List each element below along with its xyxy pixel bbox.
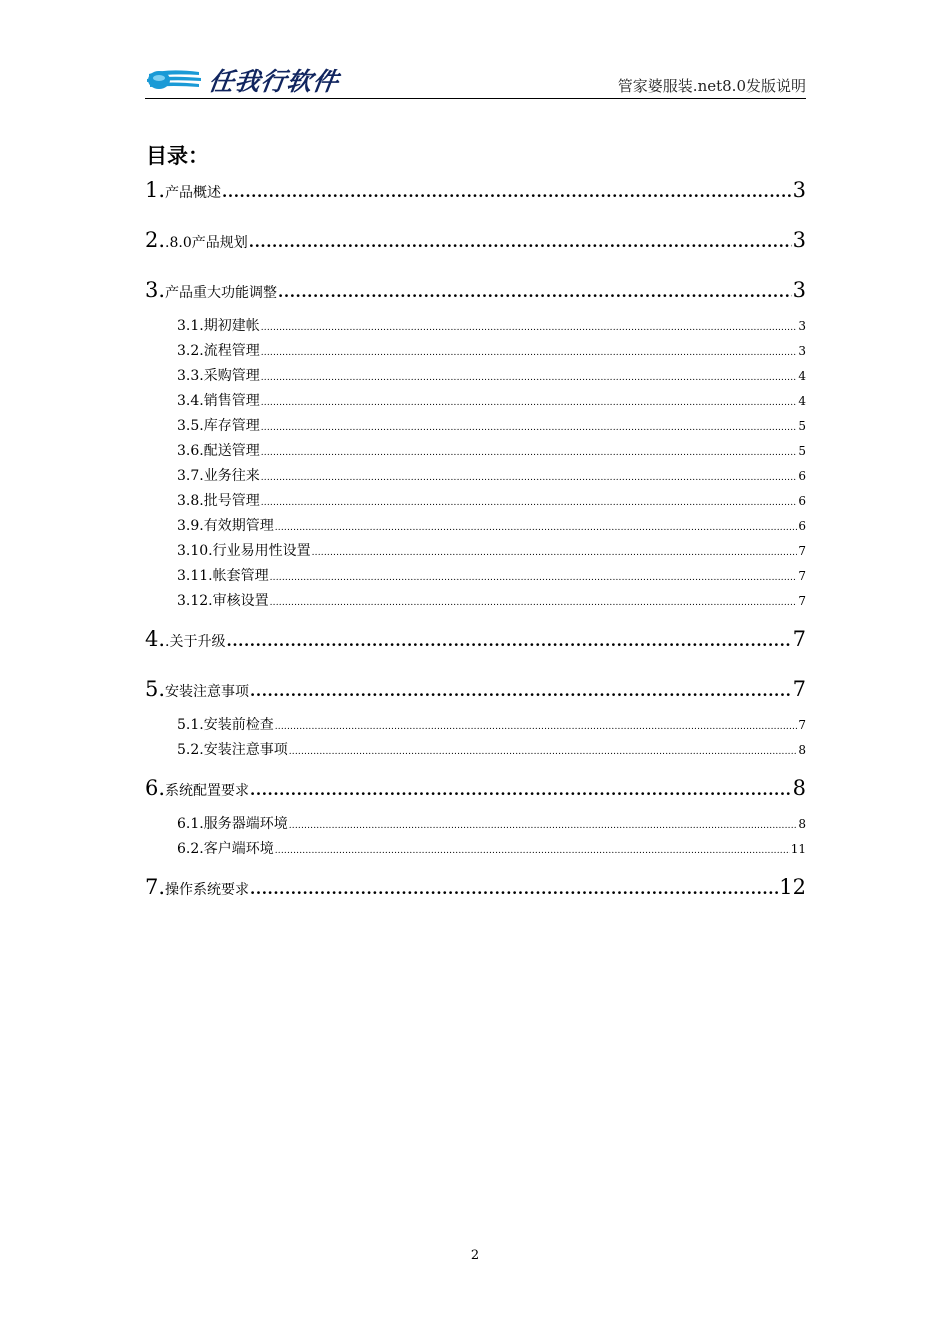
toc-page-number: 7	[798, 594, 806, 608]
toc-leader-dots	[275, 846, 790, 856]
toc-entry-title: 系统配置要求	[165, 783, 250, 799]
toc-entry-title: 帐套管理	[212, 568, 269, 584]
toc-entry-number: 5.1.	[177, 717, 204, 733]
toc-page-number: 6	[798, 494, 806, 508]
toc-subentry[interactable]	[177, 565, 806, 585]
toc-entry-title: 期初建帐	[203, 318, 260, 334]
toc-entry-number: 5.2.	[177, 742, 204, 758]
toc-page-number: 3	[792, 278, 806, 302]
toc-leader-dots	[250, 781, 792, 799]
toc-page-number: 5	[798, 419, 806, 433]
toc-subentry[interactable]	[177, 390, 806, 410]
toc-page-number: 4	[798, 369, 806, 383]
page-header	[145, 62, 806, 99]
toc-leader-dots	[278, 283, 792, 301]
toc-entry-number: 3.5.	[177, 418, 204, 434]
toc-entry-number: 6.	[145, 776, 166, 800]
toc-entry[interactable]	[145, 278, 806, 302]
toc-entry-number: 6.1.	[177, 816, 204, 832]
toc-entry-number: 3.10.	[177, 543, 213, 559]
toc-page-number: 7	[792, 627, 806, 651]
toc-subentry[interactable]	[177, 340, 806, 360]
toc-entry-title: 批号管理	[203, 493, 260, 509]
toc-leader-dots	[261, 473, 798, 483]
toc-entry-title: 安装注意事项	[165, 684, 250, 700]
toc-entry-title: 行业易用性设置	[212, 543, 311, 559]
toc-subentry[interactable]	[177, 315, 806, 335]
toc-subentry[interactable]	[177, 490, 806, 510]
toc-entry-title: 销售管理	[203, 393, 260, 409]
toc-page-number: 7	[798, 718, 806, 732]
toc-entry[interactable]	[145, 677, 806, 701]
toc-entry[interactable]	[145, 875, 806, 899]
toc-subentry[interactable]	[177, 590, 806, 610]
toc-page-number: 4	[798, 394, 806, 408]
toc-page-number: 5	[798, 444, 806, 458]
toc-entry-title: 安装前检查	[203, 717, 274, 733]
toc-leader-dots	[261, 398, 798, 408]
toc-page-number: 8	[792, 776, 806, 800]
toc-leader-dots	[289, 821, 798, 831]
toc-entry-title: 业务往来	[203, 468, 260, 484]
toc-entry-title: 操作系统要求	[165, 882, 250, 898]
toc-leader-dots	[250, 880, 778, 898]
toc-page-number: 3	[798, 319, 806, 333]
toc-entry-title: .关于升级	[165, 634, 226, 650]
toc-page-number: 8	[798, 743, 806, 757]
toc-leader-dots	[261, 348, 798, 358]
toc-entry-number: 3.3.	[177, 368, 204, 384]
toc-leader-dots	[261, 498, 798, 508]
toc-page-number: 7	[798, 569, 806, 583]
toc-page-number: 3	[792, 178, 806, 202]
toc-entry-number: 3.12.	[177, 593, 213, 609]
toc-entry-title: 流程管理	[203, 343, 260, 359]
toc-entry-number: 6.2.	[177, 841, 204, 857]
toc-entry-title: 配送管理	[203, 443, 260, 459]
toc-entry[interactable]	[145, 776, 806, 800]
toc-leader-dots	[312, 548, 798, 558]
toc-leader-dots	[261, 423, 798, 433]
toc-entry[interactable]	[145, 228, 806, 252]
toc-page-number: 6	[798, 469, 806, 483]
toc-entry-number: 1.	[145, 178, 166, 202]
toc-page-number: 3	[798, 344, 806, 358]
toc-page-number: 8	[798, 817, 806, 831]
toc-entry-number: 3.1.	[177, 318, 204, 334]
toc-leader-dots	[289, 747, 798, 757]
toc-subentry[interactable]	[177, 714, 806, 734]
toc-leader-dots	[227, 632, 792, 650]
toc-entry-number: 3.	[145, 278, 166, 302]
toc-entry-title: 库存管理	[203, 418, 260, 434]
document-title: 管家婆服装.net8.0发版说明	[617, 77, 806, 95]
toc-entry[interactable]	[145, 627, 806, 651]
toc-entry-title: 采购管理	[203, 368, 260, 384]
toc-entry-number: 3.4.	[177, 393, 204, 409]
toc-leader-dots	[270, 573, 798, 583]
toc-entry-number: 3.6.	[177, 443, 204, 459]
toc-entry-title: 有效期管理	[203, 518, 274, 534]
toc-subentry[interactable]	[177, 813, 806, 833]
toc-leader-dots	[222, 183, 792, 201]
toc-entry-number: 2.	[145, 228, 166, 252]
toc-entry-title: 产品概述	[165, 185, 222, 201]
toc-page-number: 12	[779, 875, 806, 899]
toc-entry-title: 审核设置	[212, 593, 269, 609]
toc-entry-number: 3.7.	[177, 468, 204, 484]
toc-page-number: 7	[792, 677, 806, 701]
toc-subentry[interactable]	[177, 465, 806, 485]
toc-leader-dots	[275, 523, 798, 533]
toc-subentry[interactable]	[177, 515, 806, 535]
toc-leader-dots	[275, 722, 798, 732]
page-number: 2	[470, 1248, 480, 1263]
logo-text: 任我行软件	[206, 67, 341, 96]
toc-entry-title: 服务器端环境	[203, 816, 288, 832]
toc-entry-title: .8.0产品规划	[165, 235, 248, 251]
toc-subentry[interactable]	[177, 739, 806, 759]
toc-leader-dots	[261, 373, 798, 383]
toc-subentry[interactable]	[177, 365, 806, 385]
toc-subentry[interactable]	[177, 838, 806, 858]
toc-page-number: 11	[790, 842, 806, 856]
toc-leader-dots	[249, 233, 792, 251]
toc-page-number: 7	[798, 544, 806, 558]
toc-subentry[interactable]	[177, 440, 806, 460]
toc-entry[interactable]	[145, 178, 806, 202]
toc-entry-number: 3.8.	[177, 493, 204, 509]
toc-entry-number: 7.	[145, 875, 166, 899]
speed-lines-logo-icon	[145, 66, 203, 94]
toc-page-number: 6	[798, 519, 806, 533]
toc-heading: 目录：	[146, 144, 209, 168]
toc-entry-number: 3.11.	[177, 568, 213, 584]
toc-entry-title: 安装注意事项	[203, 742, 288, 758]
toc-leader-dots	[250, 682, 792, 700]
company-logo	[145, 64, 339, 96]
toc-entry-number: 5.	[145, 677, 166, 701]
toc-entry-number: 3.9.	[177, 518, 204, 534]
toc-entry-title: 产品重大功能调整	[165, 285, 278, 301]
toc-entry-number: 3.2.	[177, 343, 204, 359]
toc-leader-dots	[261, 448, 798, 458]
toc-subentry[interactable]	[177, 415, 806, 435]
toc-leader-dots	[261, 323, 798, 333]
toc-leader-dots	[270, 598, 798, 608]
toc-subentry[interactable]	[177, 540, 806, 560]
toc-page-number: 3	[792, 228, 806, 252]
toc-entry-number: 4.	[145, 627, 166, 651]
toc-entry-title: 客户端环境	[203, 841, 274, 857]
